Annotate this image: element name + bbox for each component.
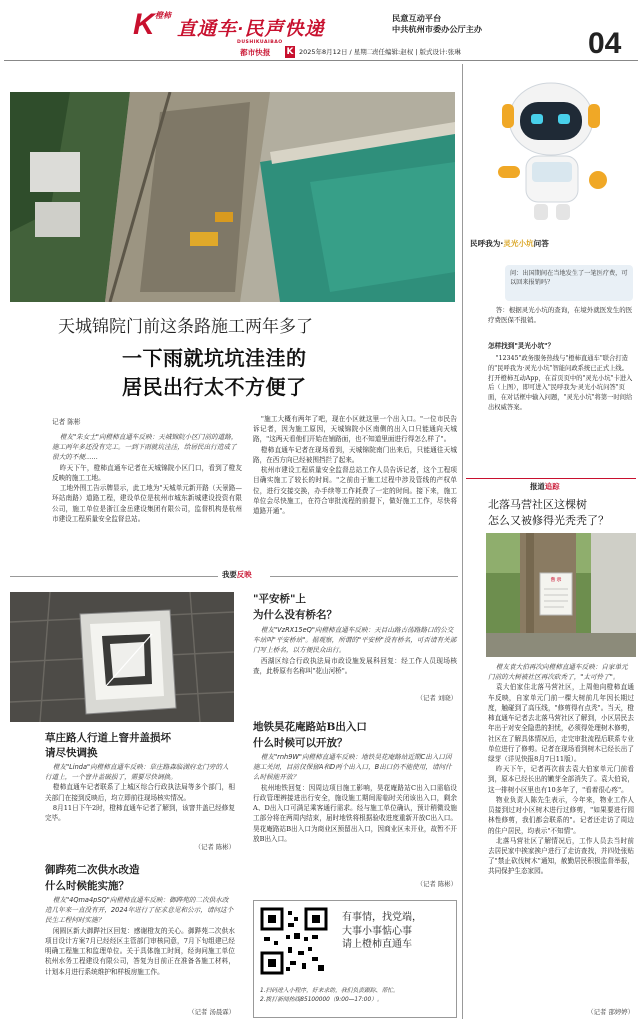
main-headline-1: 天城锦院门前这条路施工两年多了 [58,317,313,337]
main-headline-2: 一下雨就坑坑洼洼的 [122,346,307,370]
main-para-5: 橙柿直通车记者在现场看到，天城锦院南门出来后，只能通往天城路，在西方向已经被围挡拦了起来。 [253,445,457,464]
cta-item-2: 2.拨打新闻热线85100000（9:00—17:00）。 [260,997,383,1004]
followup-para-2: 昨天下午，记者再次前去袁大伯家单元门前看到，原本已经长出的嫩芽全部消失了。袁大伯说，这一排树小区里也有10多年了，"看着很心疼"。 [488,765,634,794]
cta-box [253,900,457,1018]
tree-trunk-image [486,533,636,657]
sign-para: 西湖区综合行政执法局市政设施发展科回复：经工作人员现场核查，此桥原有名称叫"花山河桥"。 [253,656,457,675]
tree-notice-title: 告 示 [550,578,562,583]
k-logo-small: K [286,47,294,57]
sign-body [253,625,457,676]
ai-title-name: 灵光小坑 [503,239,534,248]
metro-lead: 橙友"rnh9W"向橙柿直通车反映：地铁昊花庵路站近期C出入口因施工关闭，目前仅保留A和D两个出入口，B出口仍不能使用，请问什么时候能开放？ [253,753,452,782]
water-headline-2: 什么时候能实施？ [45,880,129,892]
manhole-para-2: 8月11日下午2时，橙柿直通车记者了解到，该窨井盖已经修复完毕。 [45,803,235,823]
metro-body [253,752,457,844]
followup-body [488,662,634,877]
followup-label [530,482,560,493]
qr-code-icon [260,907,328,975]
main-para-6: 杭州市建设工程质量安全监督总站工作人员告诉记者，这个工程项目确实施工了较长的时间。"之前由于施工过程中涉及管线的产权单位，进行交接交换，办手续等工作耗费了一定的时间。接下来，施工单位会尽快施工，在符合审批流程的前提下，做好施工工作，尽快将道路开通"。 [253,466,457,515]
ai-answer: 答：根据灵光小坑的查询，在境外就医发生的医疗费医保不报销。 [488,306,633,325]
masthead [133,8,383,44]
manhole-photo [10,592,234,722]
followup-para-1: 袁大伯家住北落马营社区，上周他向橙柿直通车反映，自家单元门前一棵大树前几年因长期过度，触碰到了高压线，"修剪得有点秃"。当天，橙柿直通车记者去北落马营社区了解到，小区居民去年出于对安全隐患的担忧，必须得处理树木修剪，社区在了解具体情况后，走完审批流程后联系专业单位进行了修剪。记者在现场看到树木已经长出了绿芽（详见快报8月7日11版）。 [488,683,634,763]
main-para-2: 昨天下午，橙柿直通车记者在天城锦院小区门口，看到了橙友反映的施工工地。 [52,463,242,482]
sign-headline-1: "平安桥"上 [253,593,306,605]
metro-reporter: （记者 陈彬） [416,880,457,888]
ai-title-prefix: 民呼我为· [470,239,504,248]
followup-label-prefix: 报道 [530,482,545,491]
cta-slogan [342,911,422,952]
ai-column-title [470,238,549,249]
robot-illustration [468,64,634,234]
editors-line: 责任编辑:赵权 | 版式设计:张琳 [372,48,461,56]
ai-title-suffix: 问答 [533,239,549,248]
section-label [222,570,252,581]
followup-lead: 橙友袁大伯再次向橙柿直通车反映：自家单元门前的大树被社区再次砍秃了，"太可怜了"。 [488,663,628,682]
manhole-headline-2: 请尽快调换 [45,747,98,759]
tree-photo [486,533,636,657]
section-title: 直通车·民声快递 [177,19,325,40]
brand-k-logo: K [133,8,155,41]
section-rule-left [10,576,218,577]
ai-howto-text: "12345"政务服务热线与"橙柿直通车"联合打造的"民呼我为·灵光小坑"智能问政系统已正式上线。打开橙柿互动App，在首页页中的"灵光小坑"卡进入后（上图），即可进入"民呼我为·灵光小坑问答"页面，在对话框中输入问题，"灵光小坑"将第一时间给出权威答案。 [488,355,633,411]
cta-line-2: 大事小事惦心事 [342,925,412,937]
ai-howto-title: 怎样找到"灵光小坑"？ [488,342,555,350]
water-headline-1: 御跸苑二次供水改造 [45,864,140,876]
section-label-highlight: 反映 [236,570,252,579]
construction-site-image [10,92,455,302]
paper-en: DUSHIKUAIBAO [237,40,283,45]
date-line: 2025年8月12日 / 星期二 [299,48,374,56]
water-lead: 橙友"4Qma4pSQ"向橙柿直通车反映：御跸苑的二次供水改造几年来一直没有开，2024年进行了征求意见和公示，请问这个民生工程何时实施？ [45,896,234,925]
metro-headline-2: 什么时候可以开放？ [253,737,348,749]
ai-question-bubble: 问：出国期间在当地发生了一笔医疗费，可以回来报销吗？ [505,265,633,301]
water-reporter: （记者 汤晨霖） [188,1008,235,1016]
main-para-3: 工地外围工告示牌显示，此工地为"天城单元新开路（天景路—环站南路）道路工程，建设单位是杭州市城东新城建设投资有限公司，施工单位是浙江金岳建设集团有限公司，监督机构是杭州市建设工程质量安全监督总站。 [52,484,242,523]
main-para-4: "施工大概有两年了吧，现在小区就这里一个出入口。"一位市民告诉记者，因为施工原因，天城锦院小区南侧的出入口只能通向天城路，"这两天看他们开始在铺路面，也不知道里面进行得怎么样了"。 [253,415,457,444]
manhole-reporter: （记者 陈彬） [194,843,235,851]
followup-headline-2: 怎么又被修得光秃秃了？ [488,514,609,527]
followup-rule [466,478,636,479]
followup-headline-1: 北落马营社区这棵树 [488,498,587,511]
sign-lead: 橙友"VzRX15eQ"向橙柿直通车反映：天目山路古荡路路口的公交车站叫"平安桥站"。据观察，所谓的"平安桥"没有桥名，可否请有关部门写上桥名，以方便民众出行。 [253,626,457,655]
followup-para-4: 北落马营社区了解情况后，工作人员去当时前去居民家中挨家挨户进行了走访查找，并四处张贴了"禁止砍伐树木"通知，赦勤居民积极监督举报，共同保护生态家园。 [488,836,634,876]
manhole-body [45,762,235,823]
cta-item-1: 1.扫码进入小程序，好来求助，我们负责跟踪、帮忙。 [260,988,399,994]
brand-small: 橙柿 [155,11,171,20]
manhole-cover-image [10,592,234,722]
manhole-para-1: 橙柿直通车记者联系了上城区综合行政执法局等多个部门，相关部门在接到反映后，均立即前往现场核实情况。 [45,783,235,802]
main-headline-3: 居民出行太不方便了 [122,375,307,399]
robot-mascot-icon [468,64,634,234]
main-reporter: 记者 陈彬 [52,418,81,426]
main-story-col2 [253,414,457,516]
followup-para-3: 物业负责人陈先生表示，今年来，物业工作人员接到过对小区树木进行过修剪，"如果要进行园林性修剪，我们都会联系的"。记者还走访了周边的住户居民，均表示"不知情"。 [488,795,634,835]
manhole-lead: 橙友"Linda"向橙柿直通车反映：草庄路森临湖府北门旁的人行道上，一个窨井盖破损了，需要尽快调换。 [45,763,229,782]
manhole-headline-1: 草庄路人行道上窨井盖损坏 [45,732,171,744]
partner-1: 民意互动平台 [392,13,442,23]
metro-headline-1: 地铁昊花庵路站B出入口 [253,721,367,733]
cta-line-1: 有事情，找党端， [342,912,422,923]
cta-instructions [260,987,452,1006]
main-story-col1 [52,432,242,524]
page-number: 04 [588,27,622,60]
column-divider [462,64,463,1019]
water-body [45,895,235,977]
construction-photo [10,92,455,302]
main-para-1: 橙友"朱女士"向橙柿直通车反映：天城锦院小区门前的道路，施工两年多还没有完工。一到下雨就坑洼洼，给居民出行造成了很大的不便…… [52,433,238,462]
section-label-prefix: 我要 [222,570,237,579]
followup-reporter: （记者 邵婷婷） [587,1008,634,1016]
metro-para: 杭州地铁回复：因周边项目施工影响，昊花庵路站C出入口需临设行政管理辨接进出行安全，施设施工期间需临时关闭该出入口，剩余A、D出入口可满足乘客通行需求。经与施工单位确认，预计稍微设施工部分将在两周内结束，届时地铁将根据验收进度重新开放C出入口。昊花庵路站B出入口为商业区预留出入口，因商业区未开业，故暂不开放B出入口。 [253,783,457,843]
header-rule [4,60,638,61]
cta-line-3: 请上橙柿直通车 [342,939,412,950]
partners [392,13,482,34]
followup-label-highlight: 追踪 [544,482,560,491]
partner-2: 中共杭州市委办公厅主办 [392,23,483,34]
section-rule-right [270,576,458,577]
paper-cn: 都市快报 [240,48,271,57]
sign-headline-2: 为什么没有桥名？ [253,609,337,621]
sign-reporter: （记者 刘晓） [416,694,457,702]
water-para: 闲圆区新大御跸社区回复：感谢橙友的关心。御跸苑二次供水项目设计方案7月已经经区主管部门审核同意，7月下旬组建已经明确工程施工和监理单位。关于具体施工时间，经询问施工单位杭州水务工程建设有限公司，答复为目前正在准备各施工材料，计划本月进行系统维护和样板房施工作。 [45,926,235,976]
cta-qr-code[interactable] [260,907,328,975]
